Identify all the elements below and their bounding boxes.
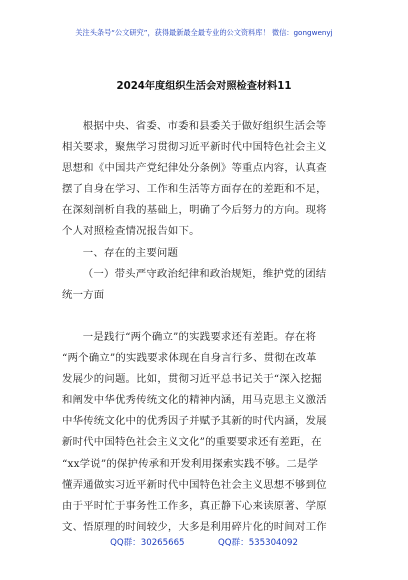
intro-line: 摆了自身在学习、工作和生活等方面存在的差距和不足， [62,183,327,196]
intro-line: 在深刻剖析自我的基础上，明确了今后努力的方向。现将 [62,204,327,217]
footer-qq-group-2: QQ群：535304092 [218,538,298,548]
subsection-line: 统一方面 [62,289,105,302]
footer-qq-group-1: QQ群：30265665 [110,538,185,548]
intro-line: 思想和《中国共产党纪律处分条例》等重点内容，认真查 [62,162,327,175]
body-line: 新时代中国特色社会主义文化”的重要要求还有差距，在 [62,436,322,449]
body-line: “xx学说”的保护传承和开发利用探索实践不够。二是学 [62,457,319,470]
document-title: 2024年度组织生活会对照检查材料11 [116,81,292,92]
subsection-line: （一）带头严守政治纪律和政治规矩，维护党的团结 [82,268,327,280]
intro-line: 相关要求，聚焦学习贯彻习近平新时代中国特色社会主义 [62,141,327,154]
subsection-heading [62,264,354,306]
body-line: 文、悟原理的时间较少，大多是利用碎片化的时间对工作 [62,520,327,533]
body-line: 和阐发中华优秀传统文化的精神内涵，用马克思主义激活 [62,394,327,407]
body-line: 一是践行“两个确立”的实践要求还有差距。存在将 [82,331,317,343]
body-line: 由于平时忙于事务性工作多，真正静下心来读原著、学原 [62,499,327,512]
body-line: 中华传统文化中的优秀因子并赋予其新的时代内涵，发展 [62,415,327,428]
body-paragraph [62,327,354,538]
section-heading [62,243,354,264]
intro-line: 根据中央、省委、市委和县委关于做好组织生活会等 [82,120,327,132]
header-promo-note: 关注头条号“公文研究”，获得最新最全最专业的公文资料库！ 微信：gongwenyj [75,28,333,37]
body-line: 懂弄通做实习近平新时代中国特色社会主义思想不够到位 [62,478,327,491]
footer-contact [0,536,408,548]
intro-line: 个人对照检查情况报告如下。 [62,225,200,238]
section-heading-text: 一、存在的主要问题 [82,247,179,259]
body-line: 发展少的问题。比如，贯彻习近平总书记关于“深入挖掘 [62,373,322,386]
body-line: “两个确立”的实践要求体现在自身言行多、贯彻在改革 [62,352,317,365]
intro-paragraph [62,116,354,243]
